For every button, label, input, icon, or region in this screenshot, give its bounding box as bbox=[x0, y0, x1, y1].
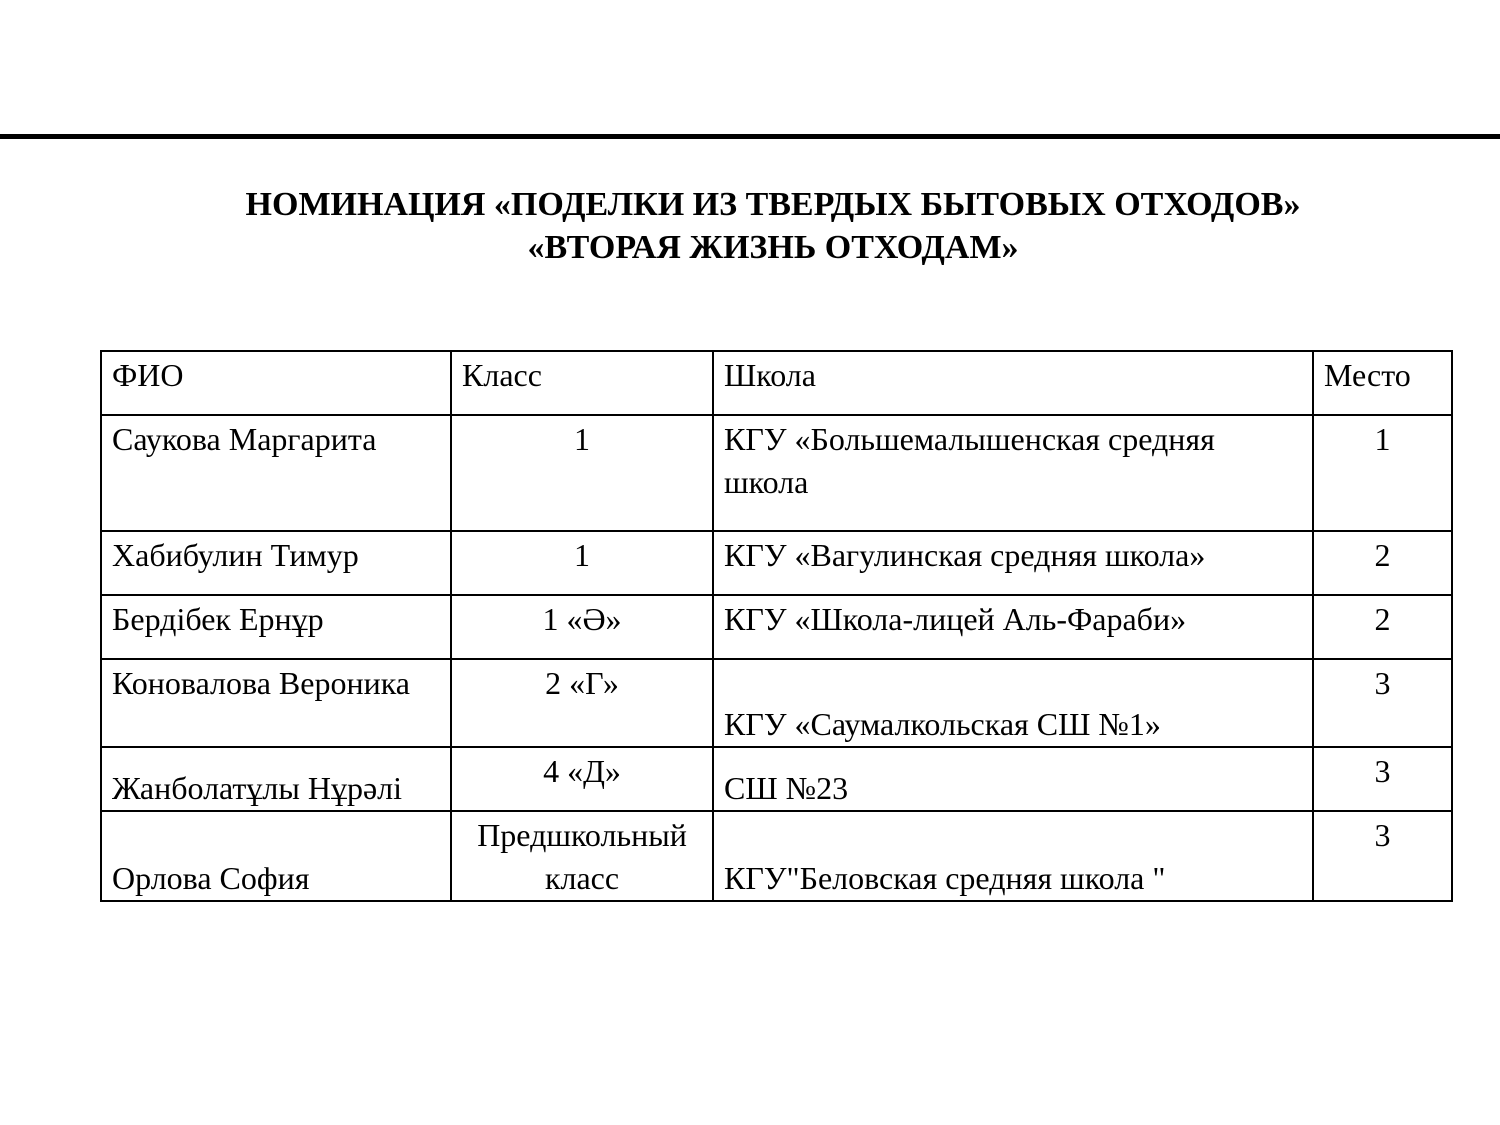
table-row bbox=[101, 595, 1452, 659]
cell-place: 1 bbox=[1313, 415, 1452, 531]
cell-place: 3 bbox=[1313, 811, 1452, 901]
top-divider-line bbox=[0, 134, 1500, 139]
cell-school: КГУ «Саумалкольская СШ №1» bbox=[713, 659, 1313, 747]
cell-name: Саукова Маргарита bbox=[101, 415, 451, 531]
cell-class: Предшкольный класс bbox=[451, 811, 713, 901]
cell-place: 2 bbox=[1313, 595, 1452, 659]
table-row bbox=[101, 811, 1452, 901]
cell-class: 1 bbox=[451, 415, 713, 531]
cell-class: 1 bbox=[451, 531, 713, 595]
cell-name: Коновалова Вероника bbox=[101, 659, 451, 747]
table-row bbox=[101, 531, 1452, 595]
header-name: ФИО bbox=[101, 351, 451, 415]
cell-school: КГУ"Беловская средняя школа " bbox=[713, 811, 1313, 901]
header-place: Место bbox=[1313, 351, 1452, 415]
table-row bbox=[101, 415, 1452, 531]
cell-name: Хабибулин Тимур bbox=[101, 531, 451, 595]
title-line-2: «ВТОРАЯ ЖИЗНЬ ОТХОДАМ» bbox=[527, 229, 1019, 266]
cell-name: Бердібек Ернұр bbox=[101, 595, 451, 659]
cell-place: 2 bbox=[1313, 531, 1452, 595]
cell-name: Орлова София bbox=[101, 811, 451, 901]
cell-school: КГУ «Школа-лицей Аль-Фараби» bbox=[713, 595, 1313, 659]
header-school: Школа bbox=[713, 351, 1313, 415]
header-class: Класс bbox=[451, 351, 713, 415]
table-row bbox=[101, 747, 1452, 811]
page-title bbox=[0, 183, 1500, 269]
cell-class: 2 «Г» bbox=[451, 659, 713, 747]
table-row bbox=[101, 659, 1452, 747]
cell-class: 4 «Д» bbox=[451, 747, 713, 811]
cell-school: КГУ «Вагулинская средняя школа» bbox=[713, 531, 1313, 595]
cell-class: 1 «Ә» bbox=[451, 595, 713, 659]
cell-school: СШ №23 bbox=[713, 747, 1313, 811]
results-table bbox=[100, 350, 1453, 902]
table-header-row bbox=[101, 351, 1452, 415]
cell-place: 3 bbox=[1313, 747, 1452, 811]
cell-school: КГУ «Большемалышенская средняя школа bbox=[713, 415, 1313, 531]
cell-name: Жанболатұлы Нұрәлі bbox=[101, 747, 451, 811]
cell-place: 3 bbox=[1313, 659, 1452, 747]
title-line-1: НОМИНАЦИЯ «ПОДЕЛКИ ИЗ ТВЕРДЫХ БЫТОВЫХ ОТХОДОВ» bbox=[245, 186, 1301, 223]
